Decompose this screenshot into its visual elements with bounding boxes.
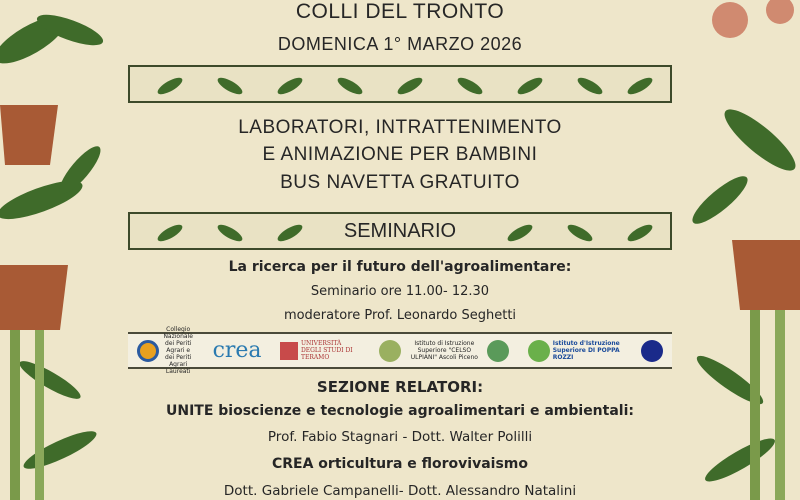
- logo-di-poppa-rozzi: [528, 340, 663, 362]
- seminar-banner: [128, 212, 672, 250]
- logo-text: UNIVERSITÀ DEGLI STUDI DI TERAMO: [300, 340, 353, 361]
- leaf-divider: [128, 65, 672, 103]
- logo-collegio-periti-agrari: [137, 326, 194, 375]
- speaker-org: CREA orticultura e florovivaismo: [271, 456, 528, 472]
- seminar-title: La ricerca per il futuro dell'agroalimentare:: [228, 259, 572, 275]
- seminar-time: Seminario ore 11.00- 12.30: [310, 284, 490, 299]
- activity-line: LABORATORI, INTRATTENIMENTO: [238, 117, 562, 138]
- speaker-names: Dott. Gabriele Campanelli- Dott. Alessandro Natalini: [223, 483, 577, 499]
- logo-text: Istituto d'Istruzione Superiore DI POPPA ROZZI: [552, 340, 620, 361]
- activity-line: BUS NAVETTA GRATUITO: [280, 172, 520, 193]
- speaker-org: UNITE bioscienze e tecnologie agroalimentari e ambientali:: [165, 403, 634, 419]
- partner-logos-strip: [128, 326, 672, 375]
- logo-celso-ulpiani: [379, 340, 509, 362]
- logo-text: crea: [212, 338, 262, 363]
- leaf-garland-icon: [130, 67, 672, 103]
- speaker-names: Prof. Fabio Stagnari - Dott. Walter Polilli: [267, 429, 533, 445]
- activity-line: E ANIMAZIONE PER BAMBINI: [262, 144, 538, 165]
- event-location: COLLI DEL TRONTO: [295, 0, 505, 23]
- logo-text: Istituto di Istruzione Superiore "CELSO ULPIANI" Ascoli Piceno: [410, 340, 478, 361]
- speakers-heading: SEZIONE RELATORI:: [316, 378, 484, 396]
- right-plants-illustration: [670, 0, 800, 500]
- left-plants-illustration: [0, 0, 130, 500]
- logo-universita-teramo: [280, 340, 361, 361]
- logo-crea: [213, 338, 262, 363]
- seminar-heading: SEMINARIO: [336, 220, 464, 243]
- logo-text: Collegio Nazionale dei Periti Agrari e dei Periti Agrari Laureati: [163, 326, 193, 375]
- event-date: DOMENICA 1° MARZO 2026: [277, 34, 523, 54]
- seminar-moderator: moderatore Prof. Leonardo Seghetti: [283, 308, 517, 323]
